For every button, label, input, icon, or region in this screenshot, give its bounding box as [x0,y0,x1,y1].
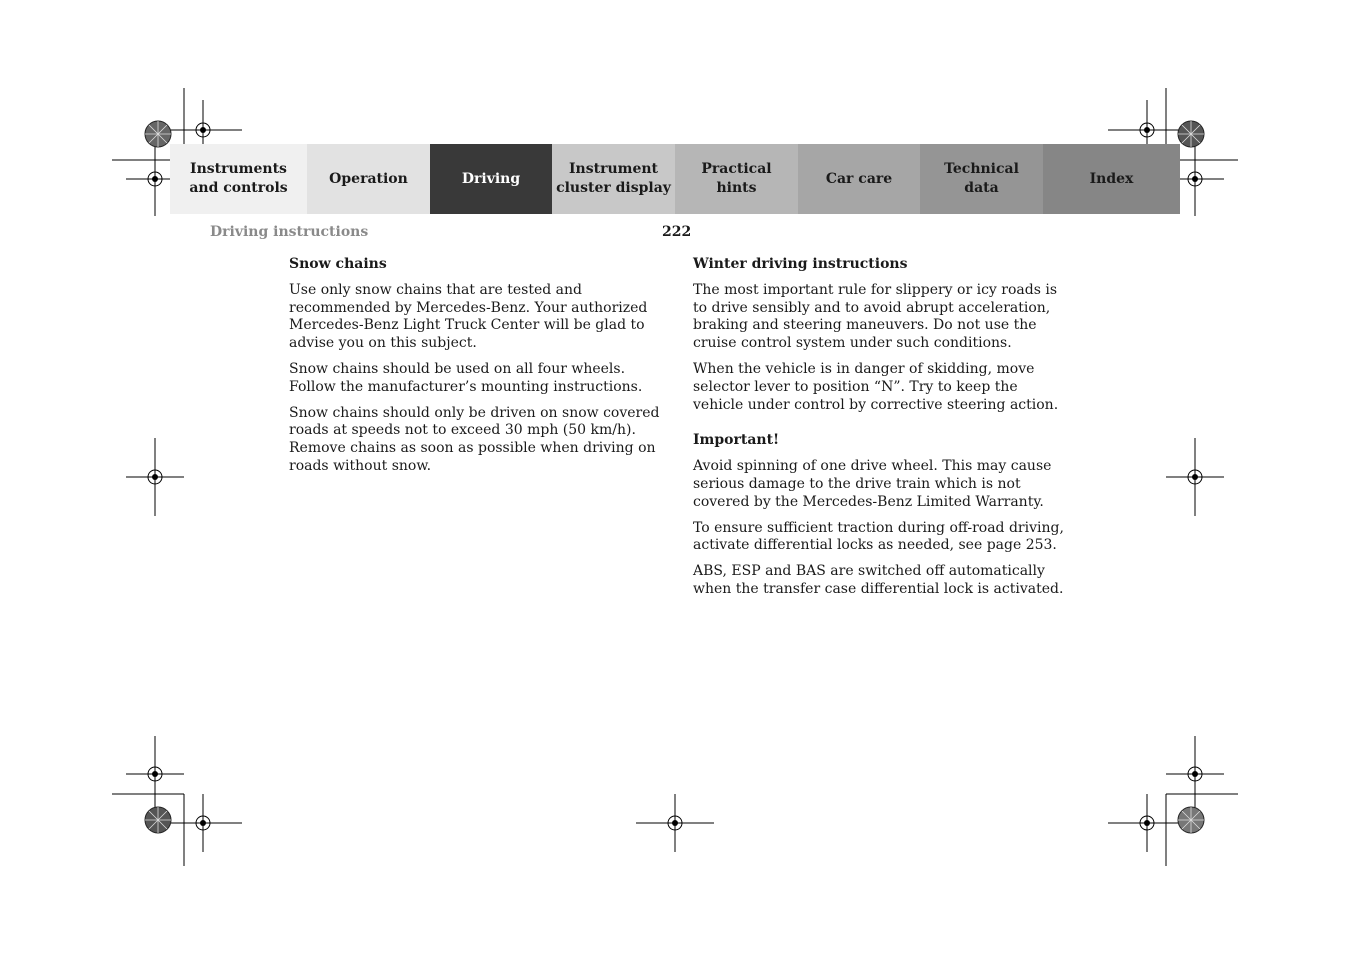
tab-driving[interactable]: Driving [430,144,552,214]
paragraph: To ensure sufficient traction during off-road driving, activate differential locks as needed, see page 253. [693,519,1064,554]
page-number: 222 [662,224,692,240]
snow-chains-heading: Snow chains [289,256,387,272]
paragraph: Avoid spinning of one drive wheel. This may cause serious damage to the drive train which is not covered by the Mercedes-Benz Limited Warranty. [693,458,1052,510]
tab-instruments-and-controls[interactable]: Instruments and controls [170,144,307,214]
paragraph: The most important rule for slippery or icy roads is to drive sensibly and to avoid abrupt acceleration, braking and steering maneuvers. Do not use the cruise control system under such conditions. [693,281,1058,352]
paragraph: Snow chains should be used on all four wheels. Follow the manufacturer’s mounting instructions. [289,360,643,395]
tab-instrument-cluster-display[interactable]: Instrument cluster display [552,144,675,214]
winter-driving-heading: Winter driving instructions [693,256,908,272]
section-tabs [170,144,1180,214]
paragraph: ABS, ESP and BAS are switched off automatically when the transfer case differential lock is activated. [693,563,1064,597]
paragraph: When the vehicle is in danger of skidding, move selector lever to position “N”. Try to keep the vehicle under control by corrective steering action. [693,360,1059,413]
right-column [693,256,1065,607]
important-heading: Important! [693,432,780,449]
paragraph: Snow chains should only be driven on snow covered roads at speeds not to exceed 30 mph (50 km/h). Remove chains as soon as possible when driving on roads without snow. [289,404,660,474]
tab-operation[interactable]: Operation [307,144,430,214]
tab-index[interactable]: Index [1043,144,1180,214]
section-title: Driving instructions [210,224,369,240]
left-column [289,256,661,484]
tab-car-care[interactable]: Car care [798,144,920,214]
tab-technical-data[interactable]: Technical data [920,144,1043,214]
paragraph: Use only snow chains that are tested and recommended by Mercedes-Benz. Your authorized Mercedes-Benz Light Truck Center will be glad to advise you on this subject. [289,281,648,352]
tab-practical-hints[interactable]: Practical hints [675,144,798,214]
